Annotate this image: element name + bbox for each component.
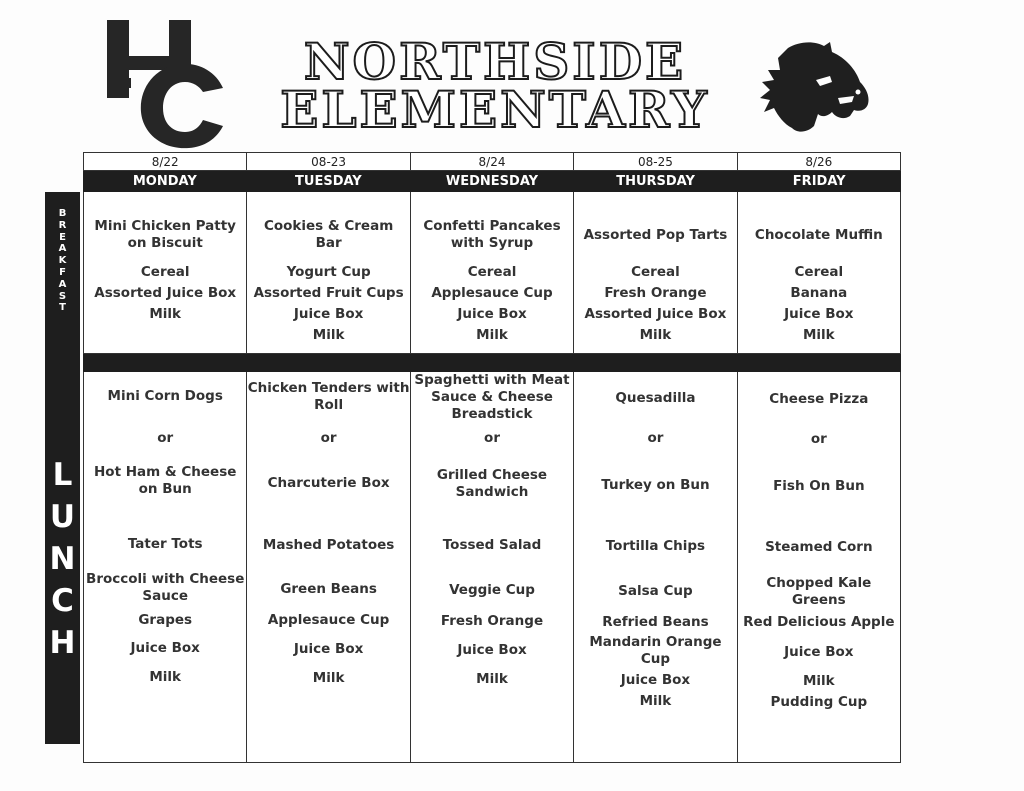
section-divider <box>83 354 901 372</box>
breakfast-item: Milk <box>476 327 508 343</box>
breakfast-column-tuesday <box>247 192 410 353</box>
lunch-or-separator: or <box>484 430 500 446</box>
lunch-entree: Charcuterie Box <box>267 475 390 491</box>
lunch-or-separator: or <box>647 430 664 446</box>
lunch-item: Refried Beans <box>602 614 709 630</box>
lunch-item: Applesauce Cup <box>267 612 390 628</box>
hc-logo <box>105 20 227 150</box>
lunch-entree: Turkey on Bun <box>601 477 710 493</box>
lunch-item: Juice Box <box>457 642 527 658</box>
breakfast-item: Applesauce Cup <box>431 285 553 301</box>
lunch-column-wednesday <box>411 372 574 762</box>
day-thursday: THURSDAY <box>616 174 695 189</box>
horse-head-icon <box>758 40 873 135</box>
breakfast-entree: Confetti Pancakes with Syrup <box>423 218 561 251</box>
lunch-column-thursday <box>574 372 737 762</box>
breakfast-section <box>83 192 901 354</box>
lunch-item: Milk <box>149 669 182 685</box>
breakfast-item: Cereal <box>140 264 190 280</box>
breakfast-item: Juice Box <box>293 306 364 322</box>
breakfast-item: Assorted Juice Box <box>584 306 727 322</box>
breakfast-item: Milk <box>149 306 182 322</box>
lunch-or-separator: or <box>320 430 337 446</box>
breakfast-column-friday <box>738 192 900 353</box>
date-friday: 8/26 <box>805 155 833 169</box>
day-name-row <box>83 171 901 192</box>
lunch-item: Tossed Salad <box>442 537 542 553</box>
breakfast-entree: Assorted Pop Tarts <box>583 226 728 243</box>
lunch-item: Broccoli with Cheese Sauce <box>86 571 245 604</box>
breakfast-item: Cereal <box>631 264 680 280</box>
lunch-item: Steamed Corn <box>765 539 873 555</box>
lunch-item: Milk <box>802 673 835 689</box>
lunch-entree: Quesadilla <box>615 390 696 406</box>
date-monday: 8/22 <box>84 153 247 170</box>
lunch-item: Chopped Kale Greens <box>766 575 872 608</box>
lunch-column-tuesday <box>247 372 410 762</box>
lunch-item: Fresh Orange <box>440 613 544 629</box>
breakfast-entree: Mini Chicken Patty on Biscuit <box>94 218 236 251</box>
lunch-item: Juice Box <box>620 672 691 688</box>
lunch-entree: Spaghetti with Meat Sauce & Cheese Breadstick <box>414 372 570 422</box>
date-thursday: 08-25 <box>574 153 737 170</box>
lunch-entree: Grilled Cheese Sandwich <box>436 467 548 500</box>
lunch-item: Milk <box>639 693 672 709</box>
day-monday: MONDAY <box>132 174 197 189</box>
breakfast-item: Milk <box>639 327 672 343</box>
lunch-entree: Mini Corn Dogs <box>107 388 223 404</box>
lunch-item: Grapes <box>138 612 193 628</box>
lunch-item: Milk <box>312 670 345 686</box>
breakfast-item: Cereal <box>467 264 517 280</box>
lunch-entree: Fish On Bun <box>773 478 865 494</box>
lunch-or-separator: or <box>810 431 827 447</box>
breakfast-item: Juice Box <box>784 306 854 322</box>
breakfast-item: Milk <box>312 327 345 343</box>
lunch-label: L U N C H <box>49 457 76 661</box>
breakfast-entree: Cookies & Cream Bar <box>263 218 394 251</box>
title-line-2: ELEMENTARY <box>280 80 710 139</box>
lunch-item: Pudding Cup <box>770 694 868 710</box>
lunch-entree: Chicken Tenders with Roll <box>247 380 410 413</box>
lunch-column-friday <box>738 372 900 762</box>
breakfast-column-wednesday <box>411 192 574 353</box>
lunch-item: Red Delicious Apple <box>743 614 895 630</box>
lunch-item: Green Beans <box>280 581 377 597</box>
breakfast-item: Juice Box <box>457 306 527 322</box>
day-tuesday: TUESDAY <box>295 174 362 189</box>
breakfast-item: Assorted Fruit Cups <box>253 285 404 301</box>
breakfast-item: Yogurt Cup <box>286 264 371 280</box>
lunch-item: Milk <box>476 671 508 687</box>
breakfast-column-thursday <box>574 192 737 353</box>
school-title <box>270 32 720 139</box>
day-wednesday: WEDNESDAY <box>445 174 539 189</box>
menu-grid <box>83 152 901 763</box>
date-tuesday: 08-23 <box>247 153 410 170</box>
breakfast-item: Fresh Orange <box>604 285 707 301</box>
lunch-item: Veggie Cup <box>449 582 535 598</box>
lunch-or-separator: or <box>157 430 174 446</box>
lunch-item: Mashed Potatoes <box>262 537 395 553</box>
meal-side-band <box>45 192 80 744</box>
lunch-item: Juice Box <box>130 640 200 656</box>
title-line-1: NORTHSIDE <box>303 32 687 91</box>
breakfast-item: Milk <box>802 327 835 343</box>
lunch-item: Tortilla Chips <box>605 538 706 554</box>
lunch-item: Juice Box <box>784 644 854 660</box>
lunch-item: Salsa Cup <box>618 583 693 599</box>
lunch-item: Mandarin Orange Cup <box>589 634 722 667</box>
breakfast-item: Banana <box>790 285 848 301</box>
lunch-item: Tater Tots <box>127 536 203 552</box>
breakfast-entree: Chocolate Muffin <box>754 226 883 243</box>
breakfast-label: B R E A K F A S T <box>58 208 67 314</box>
lunch-entree: Cheese Pizza <box>769 391 869 407</box>
lunch-section <box>83 372 901 763</box>
day-friday: FRIDAY <box>792 174 846 189</box>
breakfast-item: Cereal <box>794 264 844 280</box>
date-row <box>83 152 901 171</box>
breakfast-item: Assorted Juice Box <box>94 285 237 301</box>
lunch-column-monday <box>84 372 247 762</box>
breakfast-column-monday <box>84 192 247 353</box>
lunch-item: Juice Box <box>293 641 364 657</box>
date-wednesday: 8/24 <box>411 153 574 170</box>
lunch-entree: Hot Ham & Cheese on Bun <box>94 464 237 497</box>
